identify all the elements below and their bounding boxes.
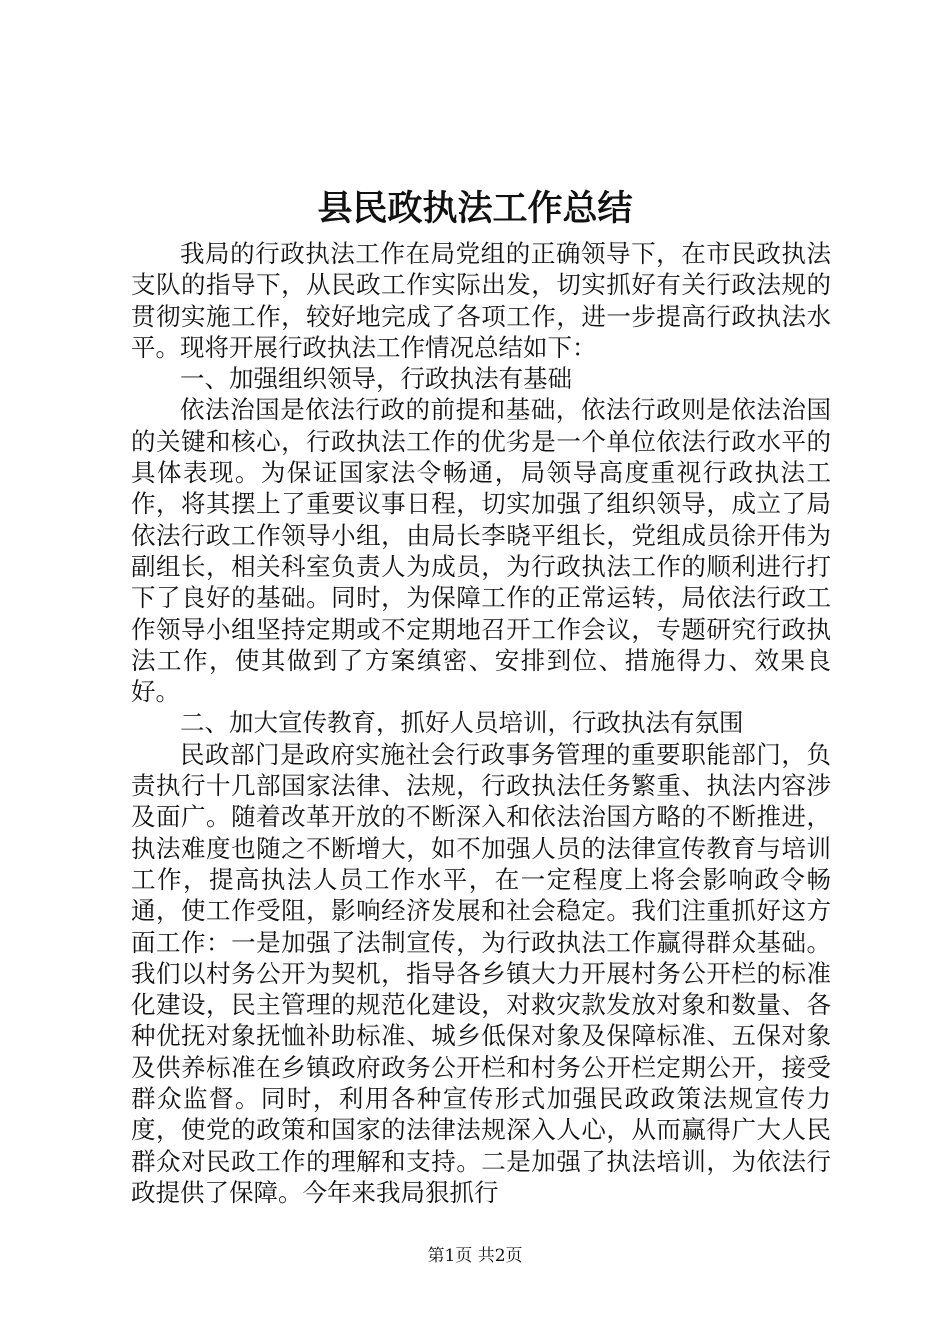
document-title: 县民政执法工作总结 xyxy=(317,188,633,229)
intro-paragraph: 我局的行政执法工作在局党组的正确领导下，在市民政执法支队的指导下，从民政工作实际出发，切实抓好有关行政法规的贯彻实施工作，较好地完成了各项工作，进一步提高行政执法水平。现将开展行政执法工作情况总结如下： xyxy=(131,239,831,362)
document-body xyxy=(131,238,831,1208)
section-2-paragraph: 民政部门是政府实施社会行政事务管理的重要职能部门，负责执行十几部国家法律、法规，行政执法任务繁重、执法内容涉及面广。随着改革开放的不断深入和依法治国方略的不断推进，执法难度也随之不断增大，如不加强人员的法律宣传教育与培训工作，提高执法人员工作水平，在一定程度上将会影响政令畅通，使工作受阻，影响经济发展和社会稳定。我们注重抓好这方面工作：一是加强了法制宣传，为行政执法工作赢得群众基础。我们以村务公开为契机，指导各乡镇大力开展村务公开栏的标准化建设，民主管理的规范化建设，对救灾款发放对象和数量、各种优抚对象抚恤补助标准、城乡低保对象及保障标准、五保对象及供养标准在乡镇政府政务公开栏和村务公开栏定期公开，接受群众监督。同时，利用各种宣传形式加强民政政策法规宣传力度，使党的政策和国家的法律法规深入人心，从而赢得广大人民群众对民政工作的理解和支持。二是加强了执法培训，为依法行政提供了保障。今年来我局狠抓行 xyxy=(131,739,831,1207)
page-number-footer: 第1页 共2页 xyxy=(427,1246,523,1266)
section-heading-2: 二、加大宣传教育，抓好人员培训，行政执法有氛围 xyxy=(180,708,744,738)
section-heading-1: 一、加强组织领导，行政执法有基础 xyxy=(180,364,572,394)
section-1-paragraph: 依法治国是依法行政的前提和基础，依法行政则是依法治国的关键和核心，行政执法工作的优劣是一个单位依法行政水平的具体表现。为保证国家法令畅通，局领导高度重视行政执法工作，将其摆上了重要议事日程，切实加强了组织领导，成立了局依法行政工作领导小组，由局长李晓平组长，党组成员徐开伟为副组长，相关科室负责人为成员，为行政执法工作的顺利进行打下了良好的基础。同时，为保障工作的正常运转，局依法行政工作领导小组坚持定期或不定期地召开工作会议，专题研究行政执法工作，使其做到了方案缜密、安排到位、措施得力、效果良好。 xyxy=(131,395,831,707)
